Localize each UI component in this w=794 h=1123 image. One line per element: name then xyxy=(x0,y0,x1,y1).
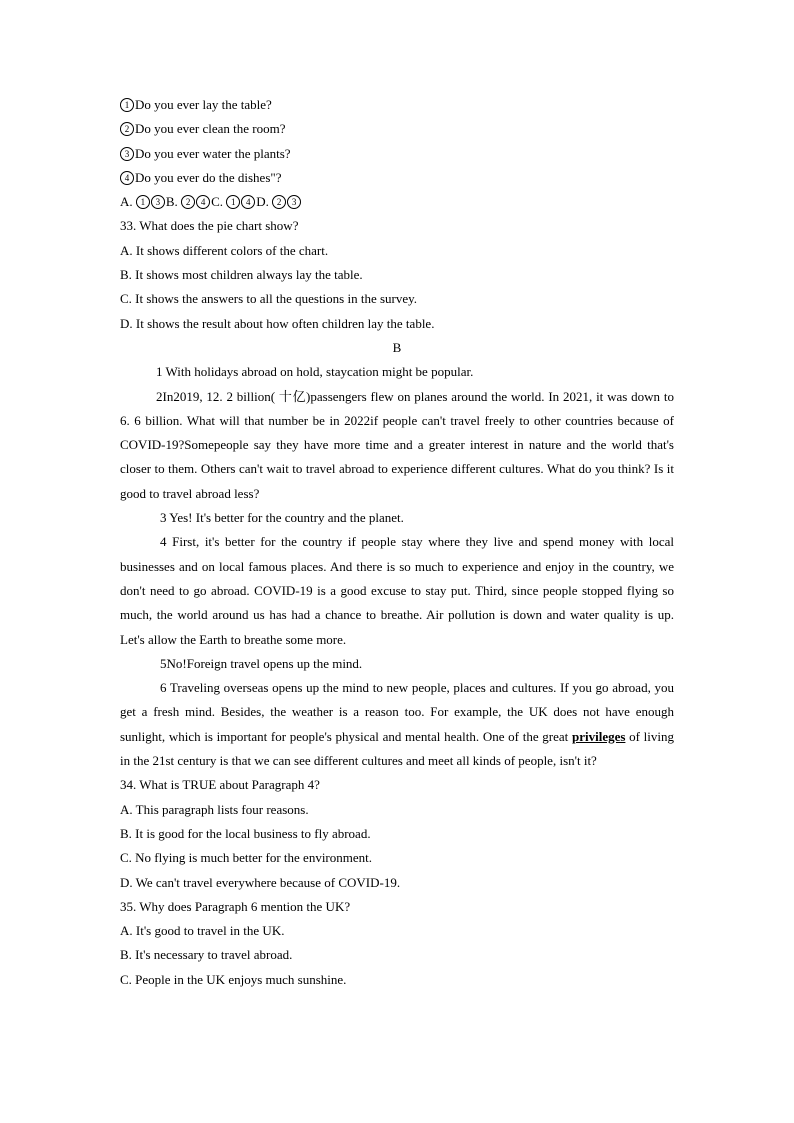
question-35: 35. Why does Paragraph 6 mention the UK? xyxy=(120,898,351,914)
q35-option-a: A. It's good to travel in the UK. xyxy=(120,923,285,939)
option-label-b: B. xyxy=(165,194,182,210)
paragraph-4: 4 First, it's better for the country if people stay where they live and spend money with local businesses and on local famous places. And there is so much to experience and enjoy in the country, we don't need to go abroad. COVID-19 is a good excuse to stay put. Third, since people stopped flying so much, the world around us has had a chance to breathe. Air pollution is down and water quality is up. Let's allow the Earth to breathe some more. xyxy=(120,534,674,647)
paragraph-6-text-end: of living in the 21st century is that we can see different cultures and meet all kinds of people, isn't it? xyxy=(120,728,674,769)
q34-option-a: A. This paragraph lists four reasons. xyxy=(120,801,309,817)
circled-number: 4 xyxy=(196,195,210,209)
document-page xyxy=(120,93,674,992)
survey-item-text: Do you ever do the dishes"? xyxy=(135,169,282,185)
question-33: 33. What does the pie chart show? xyxy=(120,218,299,234)
circled-number: 3 xyxy=(120,147,134,161)
option-label-c: C. xyxy=(211,194,227,210)
q33-option-c: C. It shows the answers to all the questions in the survey. xyxy=(120,291,418,307)
circled-number: 2 xyxy=(272,195,286,209)
q33-option-d: D. It shows the result about how often children lay the table. xyxy=(120,315,435,331)
survey-item xyxy=(120,166,674,190)
paragraph-5: 5No!Foreign travel opens up the mind. xyxy=(160,655,363,671)
underlined-keyword: privileges xyxy=(571,728,626,744)
paragraph-6 xyxy=(120,676,674,773)
q33-option-a: A. It shows different colors of the chart. xyxy=(120,242,329,258)
option-label-d: D. xyxy=(256,194,273,210)
circled-number: 3 xyxy=(151,195,165,209)
circled-number: 1 xyxy=(120,98,134,112)
q32-options xyxy=(120,190,674,214)
option-label-a: A. xyxy=(120,194,136,210)
survey-item xyxy=(120,117,674,141)
paragraph-6-text: 6 Traveling overseas opens up the mind to new people, places and cultures. If you go abroad, you get a fresh mind. Besides, the weather is a reason too. For example, the UK does not have enough sunlight, which is important for people's physical and mental health. One of the great xyxy=(120,680,674,744)
paragraph-2: 2In2019, 12. 2 billion( 十亿)passengers flew on planes around the world. In 2021, it was down to 6. 6 billion. What will that number be in 2022if people can't travel freely to other countries because of COVID-19?Somepeople say they have more time and a greater interest in nature and the world that's closer to them. Others can't wait to travel abroad to experience different cultures. What do you think? Is it good to travel abroad less? xyxy=(120,388,674,501)
survey-item xyxy=(120,93,674,117)
circled-number: 2 xyxy=(181,195,195,209)
circled-number: 4 xyxy=(120,171,134,185)
survey-item-text: Do you ever lay the table? xyxy=(135,97,272,112)
survey-item-text: Do you ever clean the room? xyxy=(135,121,286,137)
survey-item xyxy=(120,142,674,166)
section-heading: B xyxy=(392,339,402,355)
survey-item-text: Do you ever water the plants? xyxy=(135,145,291,161)
q33-option-b: B. It shows most children always lay the table. xyxy=(120,267,363,283)
q34-option-c: C. No flying is much better for the environment. xyxy=(120,850,373,866)
q35-option-c: C. People in the UK enjoys much sunshine. xyxy=(120,971,347,987)
paragraph-1: 1 With holidays abroad on hold, staycation might be popular. xyxy=(156,364,474,380)
q35-option-b: B. It's necessary to travel abroad. xyxy=(120,947,293,963)
q34-option-b: B. It is good for the local business to fly abroad. xyxy=(120,825,371,841)
circled-number: 2 xyxy=(120,122,134,136)
question-34: 34. What is TRUE about Paragraph 4? xyxy=(120,777,320,793)
circled-number: 1 xyxy=(226,195,240,209)
circled-number: 4 xyxy=(241,195,255,209)
paragraph-3: 3 Yes! It's better for the country and the planet. xyxy=(160,510,404,526)
q34-option-d: D. We can't travel everywhere because of COVID-19. xyxy=(120,874,401,890)
circled-number: 1 xyxy=(136,195,150,209)
circled-number: 3 xyxy=(287,195,301,209)
